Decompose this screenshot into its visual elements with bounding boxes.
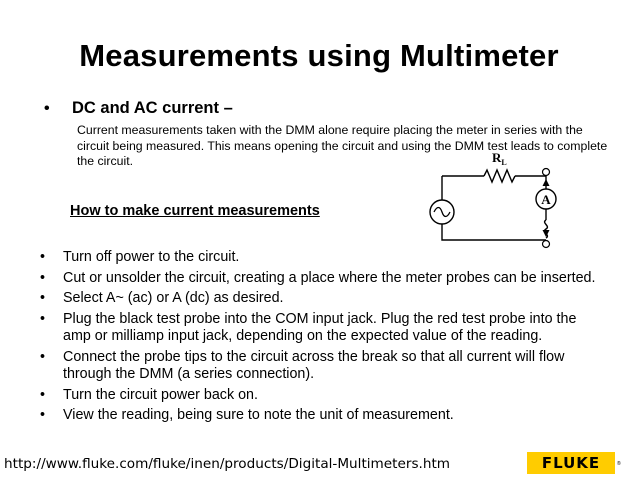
arrow-down-icon (543, 230, 550, 237)
subheading: How to make current measurements (70, 203, 320, 219)
bullet: • (40, 290, 46, 306)
step-item (40, 249, 630, 267)
logo-text: FLUKE (541, 454, 601, 472)
bullet: • (40, 407, 46, 423)
slide-title: Measurements using Multimeter (79, 38, 559, 73)
registered-mark: ® (617, 461, 621, 467)
step-item (40, 311, 630, 346)
section-heading: DC and AC current – (72, 99, 233, 117)
ammeter-label: A (541, 192, 551, 207)
step-text: amp or milliamp input jack, depending on the expected value of the reading. (63, 328, 543, 344)
bullet: • (40, 269, 46, 286)
bullet: • (40, 386, 46, 403)
step-text: through the DMM (a series connection). (63, 366, 315, 382)
terminal-bottom (543, 241, 550, 248)
step-text: Connect the probe tips to the circuit across the break so that all current will flow (63, 348, 565, 365)
step-item (40, 270, 630, 288)
section-bullet: • (44, 100, 50, 117)
arrow-up-icon (543, 179, 550, 186)
step-text: Select A~ (ac) or A (dc) as desired. (63, 290, 284, 306)
step-item (40, 349, 630, 384)
step-text: Turn off power to the circuit. (63, 249, 240, 265)
step-item (40, 407, 630, 425)
step-text: Turn the circuit power back on. (63, 386, 258, 403)
resistor-label: $R_L$ (492, 150, 507, 167)
bullet: • (40, 310, 46, 327)
steps-list (40, 249, 630, 428)
circuit-diagram (420, 148, 570, 260)
step-item (40, 387, 630, 405)
source-url: http://www.fluke.com/fluke/inen/products/Digital-Multimeters.htm (4, 456, 451, 472)
description-line: the circuit. (77, 154, 134, 168)
step-text: View the reading, being sure to note the unit of measurement. (63, 407, 454, 423)
description-line: circuit being measured. This means opening the circuit and using the DMM test leads to complete (77, 138, 608, 153)
circuit-wire-left-bottom (442, 224, 546, 240)
description-line: Current measurements taken with the DMM alone require placing the meter in series with the (77, 123, 583, 137)
fluke-logo (527, 452, 615, 474)
bullet: • (40, 249, 46, 265)
step-item (40, 290, 630, 308)
step-text: Cut or unsolder the circuit, creating a place where the meter probes can be inserted. (63, 269, 596, 286)
step-text: Plug the black test probe into the COM input jack. Plug the red test probe into the (63, 310, 577, 327)
terminal-top (543, 169, 550, 176)
bullet: • (40, 348, 46, 365)
resistor-zigzag (484, 170, 515, 182)
